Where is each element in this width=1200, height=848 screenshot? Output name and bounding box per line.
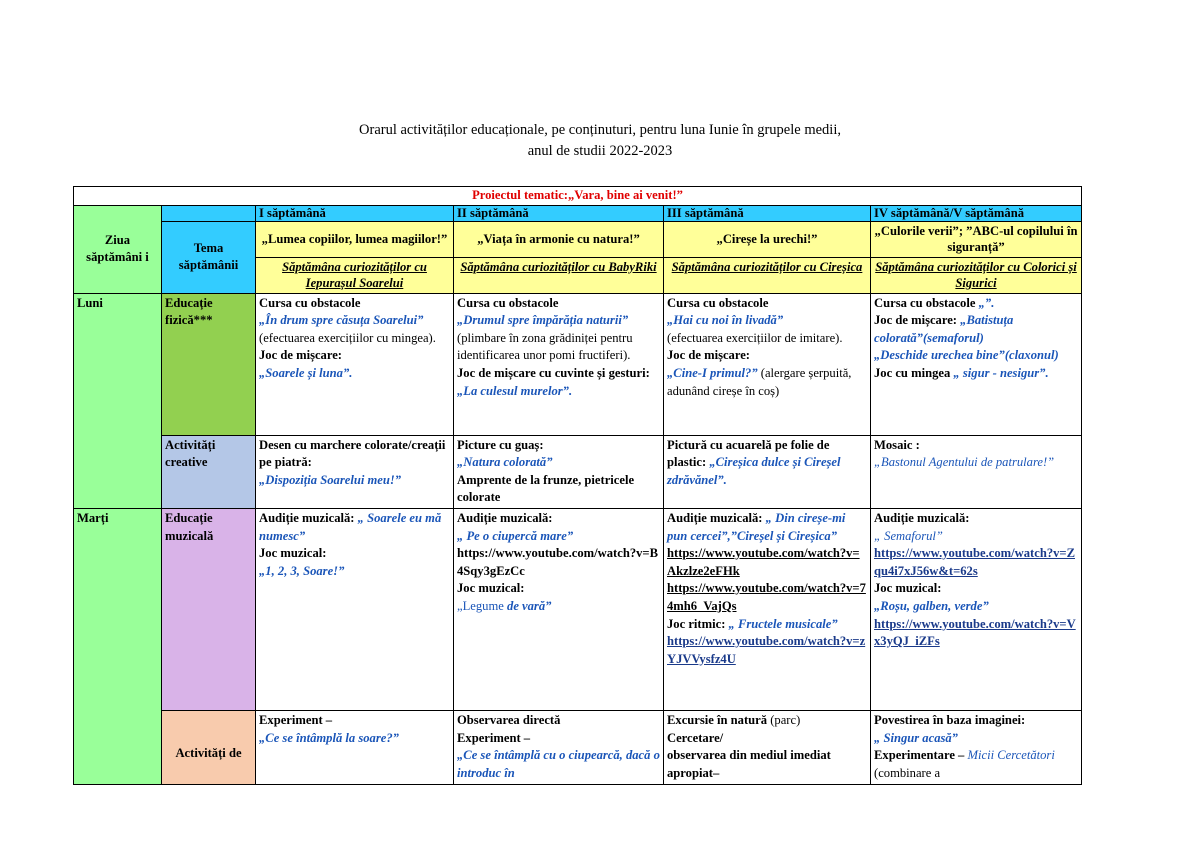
cell-luni-creative-w1: Desen cu marchere colorate/creații pe piatră: „Dispoziția Soarelui meu!” [256, 435, 454, 508]
day-marti: Marți [74, 508, 162, 784]
project-title: Proiectul tematic:„Vara, bine ai venit!” [74, 187, 1082, 206]
week-3-header: III săptămână [664, 205, 871, 221]
schedule-table [73, 186, 1082, 785]
marti-activitati-row [74, 710, 1082, 784]
week-4-header: IV săptămână/V săptămână [871, 205, 1082, 221]
cell-marti-activitati-w4: Povestirea în baza imaginei: „ Singur acasă” Experimentare – Micii Cercetători (combinare a [871, 710, 1082, 784]
theme-week-2: „Viața în armonie cu natura!” [454, 221, 664, 257]
cell-marti-muzicala-w3: Audiție muzicală: „ Din cireșe-mi pun cercei”,”Cireșel și Cireșica” https://www.youtube.com/watch?v=Akzlze2eFHk https://www.youtube.com/watch?v=74mh6_VajQs Joc ritmic: „ Fructele musicale” https://www.youtube.com/watch?v=zYJVVysfz4U [664, 508, 871, 710]
youtube-link[interactable]: https://www.youtube.com/watch?v=74mh6_VajQs [667, 581, 866, 613]
theme-week-3: „Cireșe la urechi!” [664, 221, 871, 257]
cell-marti-muzicala-w1: Audiție muzicală: „ Soarele eu mă numesc” Joc muzical: „1, 2, 3, Soare!” [256, 508, 454, 710]
youtube-link[interactable]: https://www.youtube.com/watch?v=B4Sqy3gEzCc [457, 546, 658, 578]
marti-muzicala-row [74, 508, 1082, 710]
youtube-link[interactable]: https://www.youtube.com/watch?v=zYJVVysfz4U [667, 634, 866, 666]
cell-luni-creative-w3: Pictură cu acuarelă pe folie de plastic: „Cireșica dulce și Cireșel zdrăvănel”. [664, 435, 871, 508]
luni-creative-row [74, 435, 1082, 508]
subtheme-week-3: Săptămâna curiozităților cu Cireșica [664, 257, 871, 293]
cell-luni-fizica-w4: Cursa cu obstacole „”. Joc de mișcare: „Batistuța colorată”(semaforul) „Deschide urechea bine”(claxonul) Joc cu mingea „ sigur - nesigur”. [871, 293, 1082, 435]
subtheme-week-1: Săptămâna curiozităților cu Iepurașul Soarelui [256, 257, 454, 293]
week-row [74, 205, 1082, 221]
document-title [0, 120, 1200, 162]
project-row [74, 187, 1082, 206]
cell-luni-creative-w4: Mosaic : „Bastonul Agentului de patrulare!” [871, 435, 1082, 508]
subject-activitati-de: Activități de [162, 710, 256, 784]
day-luni: Luni [74, 293, 162, 508]
cell-marti-activitati-w3: Excursie în natură (parc) Cercetare/ observarea din mediul imediat apropiat– [664, 710, 871, 784]
week-corner [162, 205, 256, 221]
subtheme-week-4: Săptămâna curiozităților cu Colorici și Sigurici [871, 257, 1082, 293]
week-1-header: I săptămână [256, 205, 454, 221]
youtube-link[interactable]: https://www.youtube.com/watch?v=Akzlze2eFHk [667, 546, 860, 578]
cell-luni-creative-w2: Picture cu guaș: „Natura colorată” Amprente de la frunze, pietricele colorate [454, 435, 664, 508]
title-line-2: anul de studii 2022-2023 [527, 143, 673, 159]
cell-marti-muzicala-w4: Audiție muzicală: „ Semaforul” https://www.youtube.com/watch?v=Zqu4i7xJ56w&t=62s Joc muzical: „Roșu, galben, verde” https://www.youtube.com/watch?v=Vx3yQJ_iZFs [871, 508, 1082, 710]
day-header: Ziua săptămâni i [74, 205, 162, 293]
cell-luni-fizica-w3: Cursa cu obstacole „Hai cu noi în livadă” (efectuarea exercițiilor de imitare). Joc de mișcare: „Cine-I primul?” (alergare șerpuită, adunând cireșe în coș) [664, 293, 871, 435]
cell-luni-fizica-w2: Cursa cu obstacole „Drumul spre împărăția naturii” (plimbare în zona grădiniței pentru identificarea unor pomi fructiferi). Joc de mișcare cu cuvinte și gesturi: „La culesul murelor”. [454, 293, 664, 435]
title-line-1: Orarul activităților educaționale, pe conținuturi, pentru luna Iunie în grupele medii, [359, 122, 841, 138]
cell-marti-activitati-w1: Experiment – „Ce se întâmplă la soare?” [256, 710, 454, 784]
week-2-header: II săptămână [454, 205, 664, 221]
theme-header: Tema săptămânii [162, 221, 256, 293]
cell-luni-fizica-w1: Cursa cu obstacole „În drum spre căsuța Soarelui” (efectuarea exercițiilor cu mingea). Joc de mișcare: „Soarele și luna”. [256, 293, 454, 435]
subject-activitati-creative: Activități creative [162, 435, 256, 508]
cell-marti-activitati-w2: Observarea directă Experiment – „Ce se întâmplă cu o ciupearcă, dacă o introduc în [454, 710, 664, 784]
subject-educatie-fizica: Educație fizică*** [162, 293, 256, 435]
subject-educatie-muzicala: Educație muzicală [162, 508, 256, 710]
theme-row [74, 221, 1082, 257]
youtube-link[interactable]: https://www.youtube.com/watch?v=Vx3yQJ_iZFs [874, 616, 1076, 649]
cell-marti-muzicala-w2: Audiție muzicală: „ Pe o ciupercă mare” https://www.youtube.com/watch?v=B4Sqy3gEzCc Joc muzical: „Legume de vară” [454, 508, 664, 710]
theme-week-1: „Lumea copiilor, lumea magiilor!” [256, 221, 454, 257]
youtube-link[interactable]: https://www.youtube.com/watch?v=Zqu4i7xJ56w&t=62s [874, 546, 1075, 578]
subtheme-week-2: Săptămâna curiozităților cu BabyRiki [454, 257, 664, 293]
luni-fizica-row [74, 293, 1082, 435]
theme-week-4: „Culorile verii”; ”ABC-ul copilului în siguranță” [871, 221, 1082, 257]
